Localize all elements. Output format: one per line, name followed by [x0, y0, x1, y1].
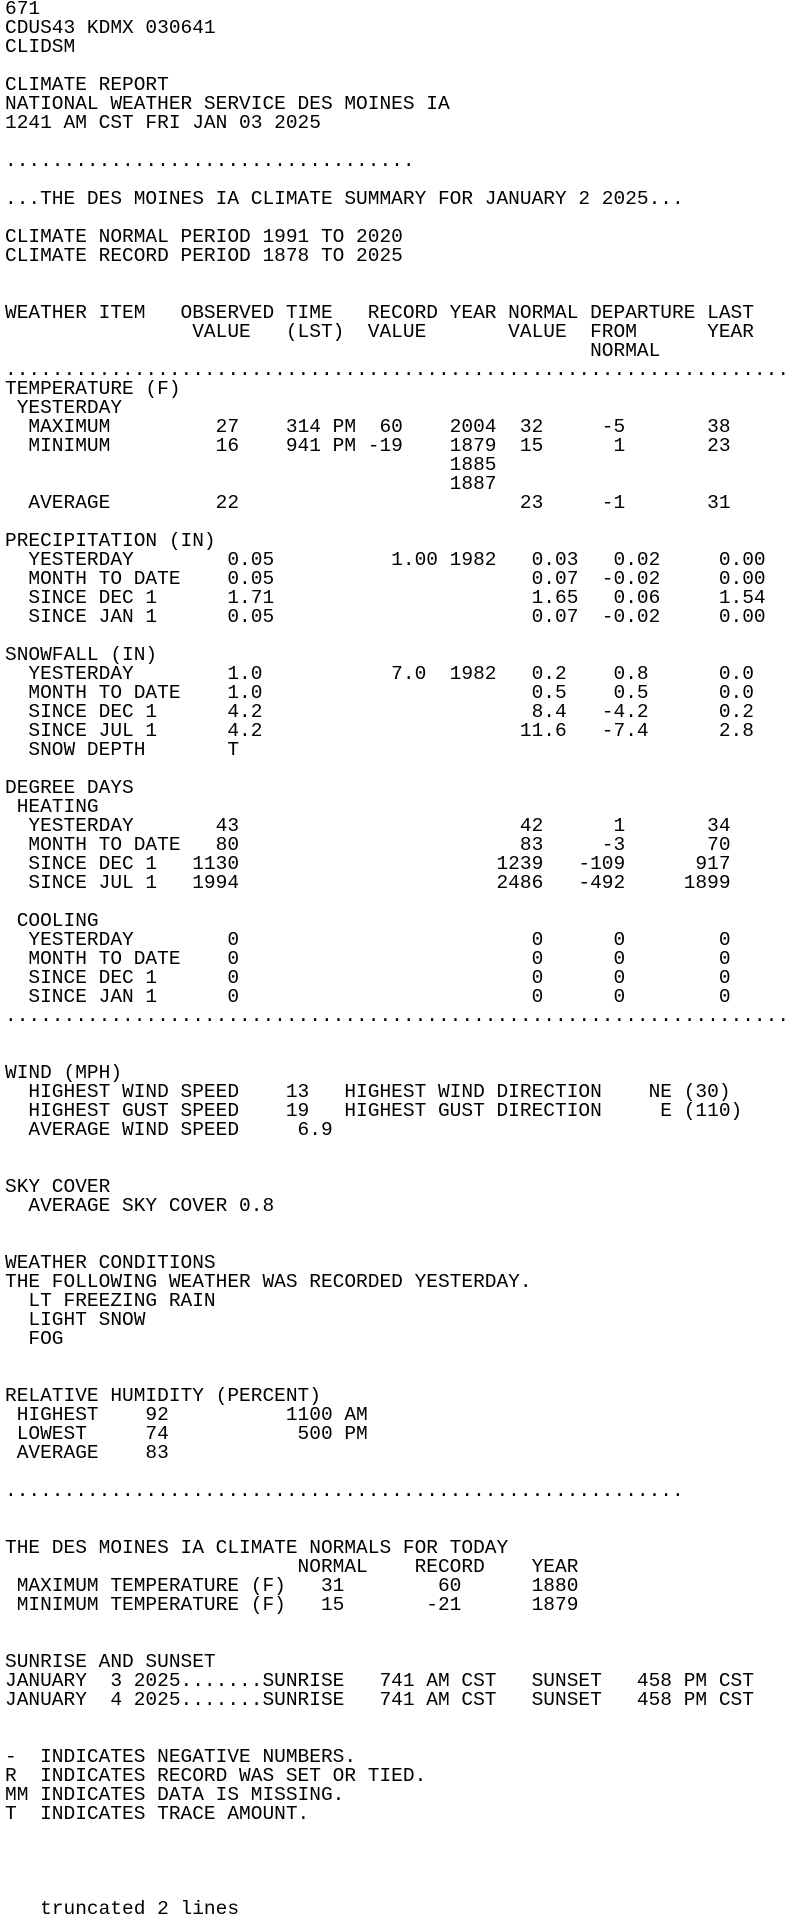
report-line	[5, 1216, 810, 1235]
report-line: THE DES MOINES IA CLIMATE NORMALS FOR TODAY	[5, 1537, 509, 1559]
report-line: FOG	[5, 1328, 64, 1350]
report-line: T INDICATES TRACE AMOUNT.	[5, 1803, 310, 1825]
report-line: JANUARY 3 2025.......SUNRISE 741 AM CST SUNSET 458 PM CST	[5, 1670, 754, 1692]
report-line	[5, 1045, 810, 1064]
report-line: SINCE JAN 1 0.05 0.07 -0.02 0.00	[5, 606, 766, 628]
report-line: CDUS43 KDMX 030641	[5, 17, 216, 39]
report-line: MONTH TO DATE 0.05 0.07 -0.02 0.00	[5, 568, 766, 590]
report-line: VALUE (LST) VALUE VALUE FROM YEAR	[5, 321, 754, 343]
report-line: ..........................................................	[5, 1480, 684, 1502]
report-line	[5, 1862, 810, 1881]
report-line: WEATHER CONDITIONS	[5, 1252, 216, 1274]
report-line: SINCE DEC 1 0 0 0 0	[5, 967, 731, 989]
report-line: 1885	[5, 454, 497, 476]
report-line	[5, 1615, 810, 1634]
report-line: CLIMATE REPORT	[5, 74, 169, 96]
report-line: HEATING	[5, 796, 99, 818]
report-line	[5, 1843, 810, 1862]
report-line	[5, 1501, 810, 1520]
report-line: YESTERDAY 1.0 7.0 1982 0.2 0.8 0.0	[5, 663, 754, 685]
report-line: RELATIVE HUMIDITY (PERCENT)	[5, 1385, 321, 1407]
report-line: SUNRISE AND SUNSET	[5, 1651, 216, 1673]
report-line: 671	[5, 0, 41, 20]
report-line: SINCE DEC 1 1.71 1.65 0.06 1.54	[5, 587, 766, 609]
report-line: MINIMUM TEMPERATURE (F) 15 -21 1879	[5, 1594, 579, 1616]
report-line: JANUARY 4 2025.......SUNRISE 741 AM CST SUNSET 458 PM CST	[5, 1689, 754, 1711]
report-line: HIGHEST 92 1100 AM	[5, 1404, 368, 1426]
report-line: MONTH TO DATE 1.0 0.5 0.5 0.0	[5, 682, 754, 704]
report-line: AVERAGE 22 23 -1 31	[5, 492, 731, 514]
report-line: WIND (MPH)	[5, 1062, 123, 1084]
report-line: WEATHER ITEM OBSERVED TIME RECORD YEAR NORMAL DEPARTURE LAST	[5, 302, 754, 324]
report-line: SINCE DEC 1 4.2 8.4 -4.2 0.2	[5, 701, 754, 723]
report-line: LOWEST 74 500 PM	[5, 1423, 368, 1445]
report-line	[5, 1140, 810, 1159]
report-line: CLIDSM	[5, 36, 76, 58]
report-line: 1887	[5, 473, 497, 495]
report-line: AVERAGE 83	[5, 1442, 169, 1464]
report-line: YESTERDAY 43 42 1 34	[5, 815, 731, 837]
report-line: ...................................................................	[5, 1005, 790, 1027]
report-line: NATIONAL WEATHER SERVICE DES MOINES IA	[5, 93, 450, 115]
report-line: ...................................	[5, 150, 415, 172]
report-line: AVERAGE WIND SPEED 6.9	[5, 1119, 333, 1141]
report-line: SKY COVER	[5, 1176, 111, 1198]
report-line: MM INDICATES DATA IS MISSING.	[5, 1784, 345, 1806]
report-line	[5, 1349, 810, 1368]
report-line: - INDICATES NEGATIVE NUMBERS.	[5, 1746, 357, 1768]
report-line: ...THE DES MOINES IA CLIMATE SUMMARY FOR JANUARY 2 2025...	[5, 188, 684, 210]
report-line: PRECIPITATION (IN)	[5, 530, 216, 552]
report-line: CLIMATE RECORD PERIOD 1878 TO 2025	[5, 245, 403, 267]
report-line: LT FREEZING RAIN	[5, 1290, 216, 1312]
report-line: SNOWFALL (IN)	[5, 644, 158, 666]
report-line: NORMAL	[5, 340, 661, 362]
report-line	[5, 266, 810, 285]
report-line: HIGHEST GUST SPEED 19 HIGHEST GUST DIRECTION E (110)	[5, 1100, 743, 1122]
report-line: DEGREE DAYS	[5, 777, 134, 799]
report-line: MONTH TO DATE 0 0 0 0	[5, 948, 731, 970]
report-line: LIGHT SNOW	[5, 1309, 146, 1331]
report-line: YESTERDAY 0.05 1.00 1982 0.03 0.02 0.00	[5, 549, 766, 571]
report-line: CLIMATE NORMAL PERIOD 1991 TO 2020	[5, 226, 403, 248]
report-line: THE FOLLOWING WEATHER WAS RECORDED YESTERDAY.	[5, 1271, 532, 1293]
report-line: TEMPERATURE (F)	[5, 378, 181, 400]
report-line: SINCE JAN 1 0 0 0 0	[5, 986, 731, 1008]
report-line	[5, 1710, 810, 1729]
report-line: HIGHEST WIND SPEED 13 HIGHEST WIND DIRECTION NE (30)	[5, 1081, 731, 1103]
report-line: MINIMUM 16 941 PM -19 1879 15 1 23	[5, 435, 731, 457]
report-line: YESTERDAY	[5, 397, 123, 419]
report-line: ...................................................................	[5, 359, 790, 381]
report-line: AVERAGE SKY COVER 0.8	[5, 1195, 275, 1217]
report-line: SINCE JUL 1 1994 2486 -492 1899	[5, 872, 731, 894]
report-line: SNOW DEPTH T	[5, 739, 240, 761]
report-line: truncated 2 lines	[5, 1898, 240, 1920]
report-line: NORMAL RECORD YEAR	[5, 1556, 579, 1578]
report-line	[5, 893, 810, 912]
report-line: SINCE JUL 1 4.2 11.6 -7.4 2.8	[5, 720, 754, 742]
report-line	[5, 1824, 810, 1843]
report-line: MONTH TO DATE 80 83 -3 70	[5, 834, 731, 856]
report-line: R INDICATES RECORD WAS SET OR TIED.	[5, 1765, 427, 1787]
report-line: YESTERDAY 0 0 0 0	[5, 929, 731, 951]
report-line	[5, 1026, 810, 1045]
report-line	[5, 1159, 810, 1178]
report-line: COOLING	[5, 910, 99, 932]
report-line: 1241 AM CST FRI JAN 03 2025	[5, 112, 321, 134]
report-line: MAXIMUM 27 314 PM 60 2004 32 -5 38	[5, 416, 731, 438]
report-line: SINCE DEC 1 1130 1239 -109 917	[5, 853, 731, 875]
report-line: MAXIMUM TEMPERATURE (F) 31 60 1880	[5, 1575, 579, 1597]
